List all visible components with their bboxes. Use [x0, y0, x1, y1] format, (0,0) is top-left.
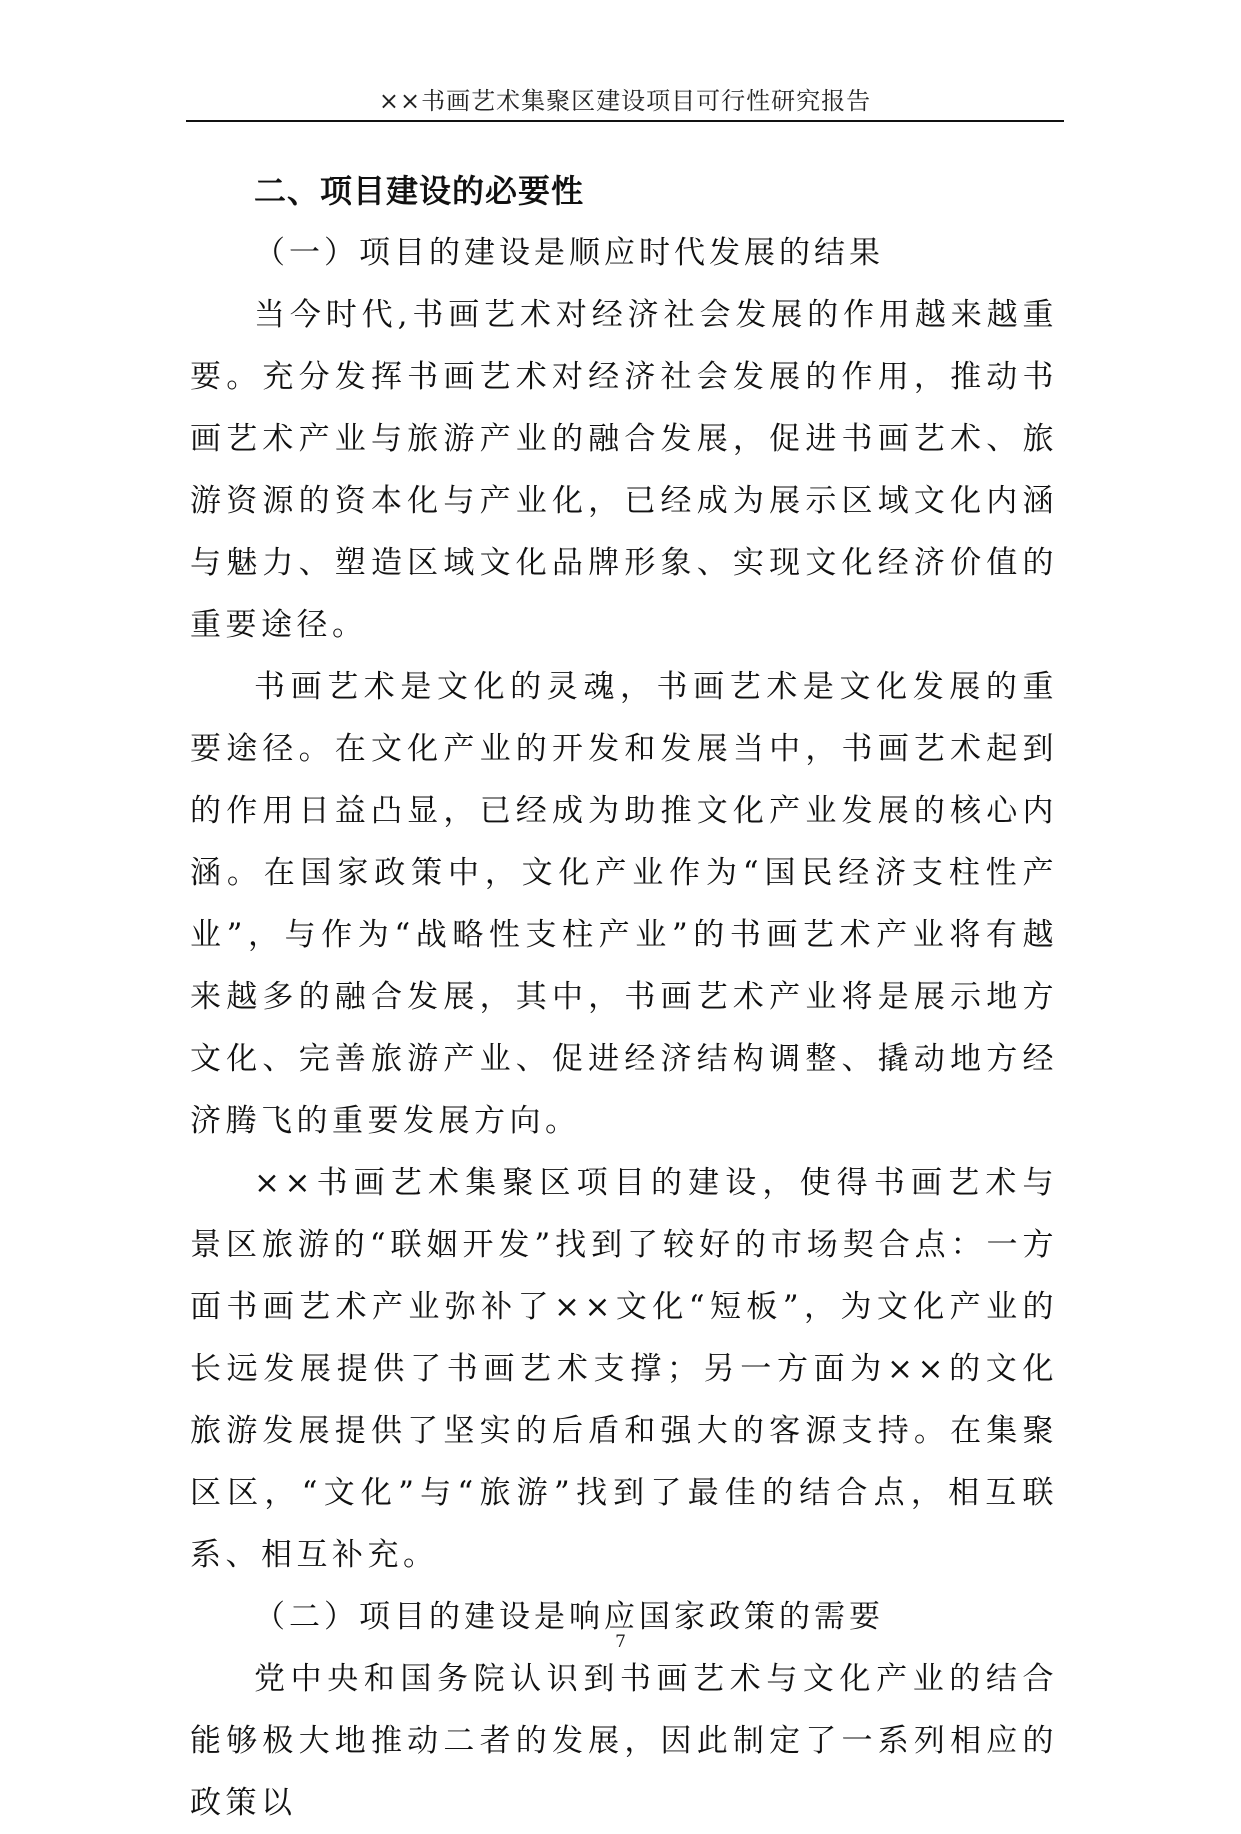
header-rule [186, 120, 1064, 122]
subsection-heading-2: （二）项目的建设是响应国家政策的需要 [254, 1599, 884, 1635]
paragraph-2: 书画艺术是文化的灵魂，书画艺术是文化发展的重要途径。在文化产业的开发和发展当中，书画艺术起到的作用日益凸显，已经成为助推文化产业发展的核心内涵。在国家政策中，文化产业作为“国民经济支柱性产业”，与作为“战略性支柱产业”的书画艺术产业将有越来越多的融合发展，其中，书画艺术产业将是展示地方文化、完善旅游产业、促进经济结构调整、撬动地方经济腾飞的重要发展方向。 [190, 669, 1058, 1139]
subsection-heading-1: （一）项目的建设是顺应时代发展的结果 [254, 235, 884, 271]
page-number: 7 [615, 1632, 626, 1652]
running-header-title: ××书画艺术集聚区建设项目可行性研究报告 [378, 87, 872, 115]
paragraph-1: 当今时代,书画艺术对经济社会发展的作用越来越重要。充分发挥书画艺术对经济社会发展的作用，推动书画艺术产业与旅游产业的融合发展，促进书画艺术、旅游资源的资本化与产业化，已经成为展示区域文化内涵与魅力、塑造区域文化品牌形象、实现文化经济价值的重要途径。 [190, 297, 1058, 643]
page-body [190, 160, 1058, 1834]
paragraph-3: ××书画艺术集聚区项目的建设，使得书画艺术与景区旅游的“联姻开发”找到了较好的市场契合点：一方面书画艺术产业弥补了××文化“短板”，为文化产业的长远发展提供了书画艺术支撑；另一方面为××的文化旅游发展提供了坚实的后盾和强大的客源支持。在集聚区区，“文化”与“旅游”找到了最佳的结合点，相互联系、相互补充。 [190, 1165, 1058, 1573]
section-heading: 二、项目建设的必要性 [254, 172, 585, 210]
paragraph-4: 党中央和国务院认识到书画艺术与文化产业的结合能够极大地推动二者的发展，因此制定了一系列相应的政策以 [190, 1661, 1058, 1821]
